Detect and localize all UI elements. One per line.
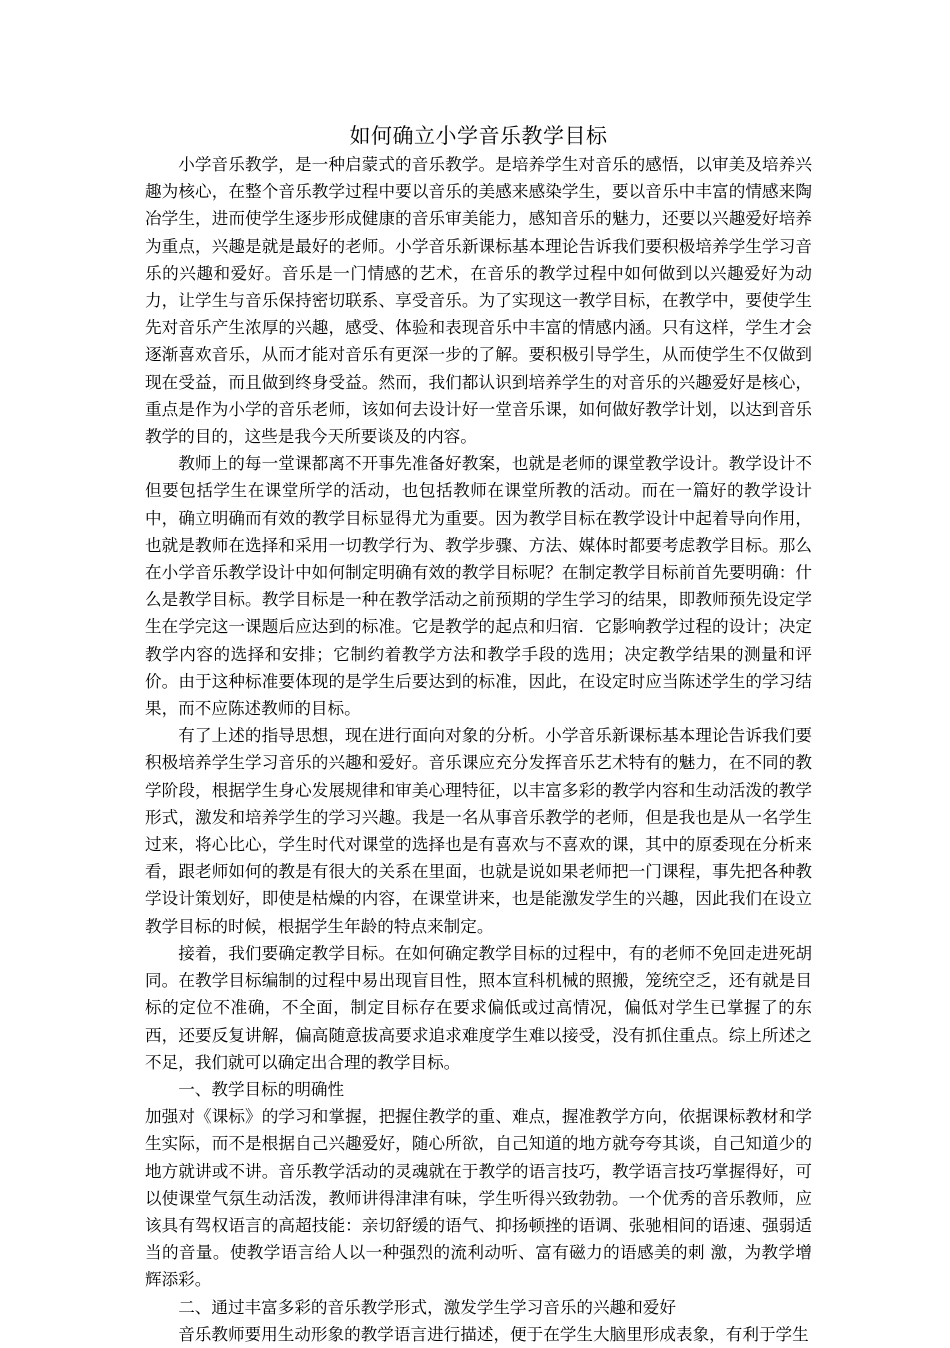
paragraph-clarity: 加强对《课标》的学习和掌握，把握住教学的重、难点，握准教学方向，依据课标教材和学生实际，而不是根据自己兴趣爱好，随心所欲，自己知道的地方就夸夸其谈，自己知道少的地方就讲或不讲。音乐教学活动的灵魂就在于教学的语言技巧，教学语言技巧掌握得好，可以使课堂气氛生动活泼，教师讲得津津有味，学生听得兴致勃勃。一个优秀的音乐教师，应该具有驾权语言的高超技能：亲切舒缓的语气、抑扬顿挫的语调、张驰相间的语速、强弱适当的音量。使教学语言给人以一种强烈的流利动听、富有磁力的语感美的刺 激，为教学增辉添彩。: [145, 1107, 812, 1290]
paragraph-analysis: 有了上述的指导思想，现在进行面向对象的分析。小学音乐新课标基本理论告诉我们要积极培养学生学习音乐的兴趣和爱好。音乐课应充分发挥音乐艺术特有的魅力，在不同的教学阶段，根据学生身心发展规律和审美心理特征，以丰富多彩的教学内容和生动活泼的教学形式，激发和培养学生的学习兴趣。我是一名从事音乐教学的老师，但是我也是从一名学生过来，将心比心，学生时代对课堂的选择也是有喜欢与不喜欢的课，其中的原委现在分析来看，跟老师如何的教是有很大的关系在里面，也就是说如果老师把一门课程，事先把各种教学设计策划好，即使是枯燥的内容，在课堂讲来，也是能激发学生的兴趣，因此我们在设立教学目标的时候，根据学生年龄的特点来制定。: [145, 726, 812, 936]
document-page: [145, 121, 812, 1348]
document-title: 如何确立小学音乐教学目标: [349, 124, 608, 148]
paragraph-lesson-design: 教师上的每一堂课都离不开事先准备好教案，也就是老师的课堂教学设计。教学设计不但要包括学生在课堂所学的活动，也包括教师在课堂所教的活动。而在一篇好的教学设计中，确立明确而有效的教学目标显得尤为重要。因为教学目标在教学设计中起着导向作用，也就是教师在选择和采用一切教学行为、教学步骤、方法、媒体时都要考虑教学目标。那么在小学音乐教学设计中如何制定明确有效的教学目标呢？在制定教学目标前首先要明确：什么是教学目标。教学目标是一种在教学活动之前预期的学生学习的结果，即教师预先设定学生在学完这一课题后应达到的标准。它是教学的起点和归宿．它影响教学过程的设计；决定教学内容的选择和安排；它制约着教学方法和教学手段的选用；决定教学结果的测量和评价。由于这种标准要体现的是学生后要达到的标准，因此，在设定时应当陈述学生的学习结果，而不应陈述教师的目标。: [145, 454, 812, 719]
paragraph-teaching-language: 音乐教师要用生动形象的教学语言进行描述，便于在学生大脑里形成表象，有利于学生: [178, 1324, 809, 1344]
section-heading-2: 二、通过丰富多彩的音乐教学形式，激发学生学习音乐的兴趣和爱好: [178, 1297, 676, 1317]
section-heading-1: 一、教学目标的明确性: [178, 1079, 345, 1099]
paragraph-intro: 小学音乐教学，是一种启蒙式的音乐教学。是培养学生对音乐的感悟，以审美及培养兴趣为核心，在整个音乐教学过程中要以音乐的美感来感染学生，要以音乐中丰富的情感来陶冶学生，进而使学生逐步形成健康的音乐审美能力，感知音乐的魅力，还要以兴趣爱好培养为重点，兴趣是就是最好的老师。小学音乐新课标基本理论告诉我们要积极培养学生学习音乐的兴趣和爱好。音乐是一门情感的艺术，在音乐的教学过程中如何做到以兴趣爱好为动力，让学生与音乐保持密切联系、享受音乐。为了实现这一教学目标，在教学中，要使学生先对音乐产生浓厚的兴趣，感受、体验和表现音乐中丰富的情感内涵。只有这样，学生才会逐渐喜欢音乐，从而才能对音乐有更深一步的了解。要积极引导学生，从而使学生不仅做到现在受益，而且做到终身受益。然而，我们都认识到培养学生的对音乐的兴趣爱好是核心，重点是作为小学的音乐老师，该如何去设计好一堂音乐课，如何做好教学计划，以达到音乐教学的目的，这些是我今天所要谈及的内容。: [145, 155, 812, 447]
paragraph-determine-goals: 接着，我们要确定教学目标。在如何确定教学目标的过程中，有的老师不免回走进死胡同。在教学目标编制的过程中易出现盲目性，照本宣科机械的照搬，笼统空乏，还有就是目标的定位不准确，不全面，制定目标存在要求偏低或过高情况，偏低对学生已掌握了的东西，还要反复讲解，偏高随意拔高要求追求难度学生难以接受，没有抓住重点。综上所述之不足，我们就可以确定出合理的教学目标。: [145, 943, 812, 1072]
